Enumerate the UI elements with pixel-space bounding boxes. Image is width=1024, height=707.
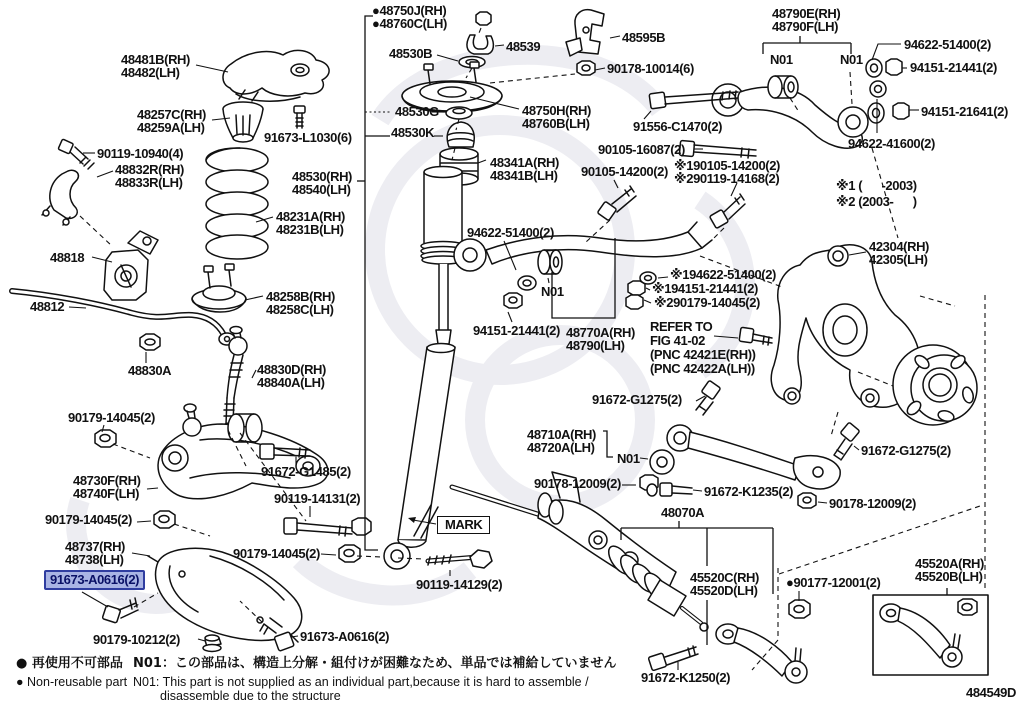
part-label-90179-10212: 90179-10212(2) [93, 632, 180, 647]
part-label-note-90105: ※190105-14200(2) ※290119-14168(2) [674, 158, 780, 186]
part-label-91673-a0616-b: 91673-A0616(2) [300, 629, 390, 644]
part-label-48530b: 48530B [389, 46, 433, 61]
part-label-note-year-2: ※2 (2003- ) [836, 194, 917, 209]
part-label-diagram-code: 484549D [966, 685, 1016, 700]
part-label-45520a: 45520A(RH) 45520B(LH) [915, 556, 984, 584]
part-label-91672-k1250: 91672-K1250(2) [641, 670, 731, 685]
part-label-48830a: 48830A [128, 363, 172, 378]
part-label-48539: 48539 [506, 39, 541, 54]
part-label-48750h: 48750H(RH) 48760B(LH) [522, 103, 591, 131]
part-label-n01-d: N01 [617, 451, 640, 466]
part-label-94151-21441-mid: 94151-21441(2) [473, 323, 560, 338]
part-label-48812: 48812 [30, 299, 65, 314]
part-label-90105-16087: 90105-16087(2) [598, 142, 685, 157]
part-label-48730f: 48730F(RH) 48740F(LH) [73, 473, 141, 501]
part-label-n01-a: N01 [770, 52, 793, 67]
part-label-45520c: 45520C(RH) 45520D(LH) [690, 570, 759, 598]
part-label-48595b: 48595B [622, 30, 666, 45]
part-label-90178-10014: 90178-10014(6) [607, 61, 694, 76]
part-label-48070a: 48070A [661, 505, 705, 520]
part-label-90177-12001: ●90177-12001(2) [786, 575, 881, 590]
part-label-48750j: ●48750J(RH) ●48760C(LH) [372, 3, 447, 31]
part-label-48530k: 48530K [391, 125, 435, 140]
part-label-48737: 48737(RH) 48738(LH) [65, 539, 125, 567]
part-label-90178-12009-a: 90178-12009(2) [534, 476, 621, 491]
part-label-note-94151: ※194151-21441(2) [652, 281, 758, 296]
part-label-48818: 48818 [50, 250, 85, 265]
part-label-91672-g1275-b: 91672-G1275(2) [861, 443, 951, 458]
part-label-91672-g1485: 91672-G1485(2) [261, 464, 351, 479]
part-label-legend-n01-jp: N01：この部品は、構造上分解・組付けが困難なため、単品では補給していません [133, 656, 617, 671]
part-label-48832r: 48832R(RH) 48833R(LH) [115, 162, 184, 190]
part-label-91556-c1470: 91556-C1470(2) [633, 119, 723, 134]
part-label-legend-bullet-en: ● Non-reusable part [16, 675, 128, 689]
part-label-n01-b: N01 [840, 52, 863, 67]
part-label-48341a: 48341A(RH) 48341B(LH) [490, 155, 559, 183]
part-label-94151-21441-tr: 94151-21441(2) [910, 60, 997, 75]
part-label-48830d: 48830D(RH) 48840A(LH) [257, 362, 326, 390]
part-label-48231a: 48231A(RH) 48231B(LH) [276, 209, 345, 237]
part-label-90119-14129: 90119-14129(2) [416, 577, 503, 592]
part-label-48790e: 48790E(RH) 48790F(LH) [772, 6, 841, 34]
part-label-94622-41600: 94622-41600(2) [848, 136, 935, 151]
part-label-48530: 48530(RH) 48540(LH) [292, 169, 352, 197]
part-label-legend-n01-en: N01: This part is not supplied as an individual part,because it is hard to assemble / disassemble due to the structure [133, 675, 589, 703]
part-label-42304: 42304(RH) 42305(LH) [869, 239, 929, 267]
part-label-48530g: 48530G [395, 104, 439, 119]
part-label-91672-g1275-a: 91672-G1275(2) [592, 392, 682, 407]
part-label-90105-14200: 90105-14200(2) [581, 164, 668, 179]
part-label-90178-12009-b: 90178-12009(2) [829, 496, 916, 511]
part-label-legend-bullet-jp: ● 再使用不可部品 [16, 656, 123, 671]
part-label-91673-l1030: 91673-L1030(6) [264, 130, 352, 145]
part-label-94622-51400-tr: 94622-51400(2) [904, 37, 991, 52]
part-label-91673-a0616-hl[interactable]: 91673-A0616(2) [44, 570, 145, 590]
part-label-note-90179: ※290179-14045(2) [654, 295, 760, 310]
part-label-n01-c: N01 [541, 284, 564, 299]
part-label-48481b: 48481B(RH) 48482(LH) [121, 52, 190, 80]
part-label-48257c: 48257C(RH) 48259A(LH) [137, 107, 206, 135]
part-label-94622-51400-mid: 94622-51400(2) [467, 225, 554, 240]
part-label-note-94622: ※194622-51400(2) [670, 267, 776, 282]
part-label-48710a: 48710A(RH) 48720A(LH) [527, 427, 596, 455]
part-label-mark: MARK [437, 516, 490, 534]
part-label-48770a: 48770A(RH) 48790(LH) [566, 325, 635, 353]
part-label-90119-14131: 90119-14131(2) [274, 491, 361, 506]
part-label-90179-14045-b: 90179-14045(2) [45, 512, 132, 527]
part-label-90179-14045-c: 90179-14045(2) [233, 546, 320, 561]
part-label-90119-10940: 90119-10940(4) [97, 146, 184, 161]
part-label-refer-to: REFER TO FIG 41-02 (PNC 42421E(RH)) (PNC 42422A(LH)) [650, 319, 756, 376]
part-label-note-year-1: ※1 ( -2003) [836, 178, 917, 193]
part-label-48258b: 48258B(RH) 48258C(LH) [266, 289, 335, 317]
part-label-91672-k1235: 91672-K1235(2) [704, 484, 794, 499]
part-label-90179-14045-a: 90179-14045(2) [68, 410, 155, 425]
part-label-94151-21641: 94151-21641(2) [921, 104, 1008, 119]
